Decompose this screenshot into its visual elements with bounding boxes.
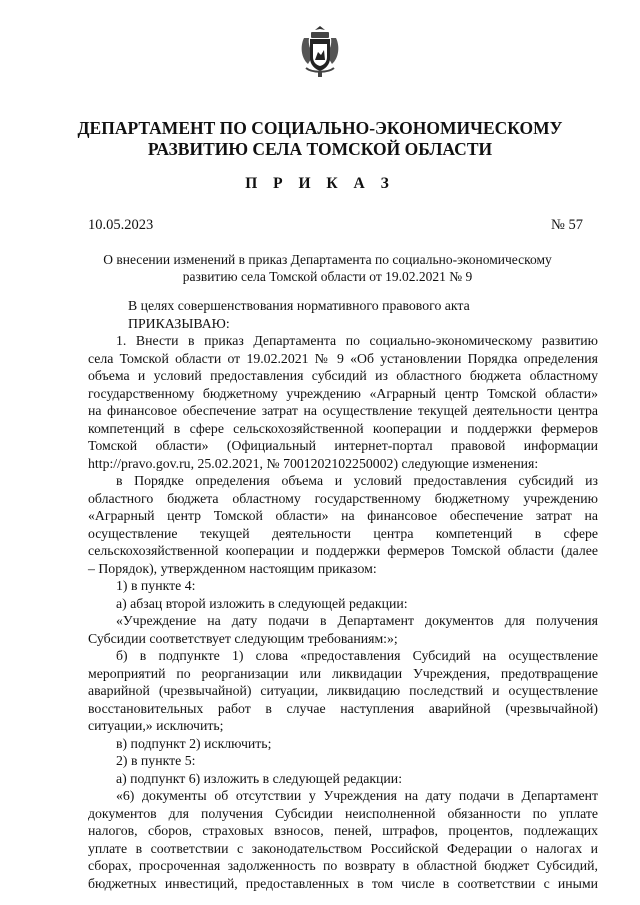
body-line: Субсидии соответствует следующим требованиям:»;: [88, 630, 398, 646]
body-line: http://pravo.gov.ru, 25.02.2021, № 7001202102250002) следующие изменения:: [88, 455, 539, 471]
organization-name: [60, 118, 580, 160]
body-line: а) подпункт 6) изложить в следующей редакции:: [116, 770, 403, 786]
preamble: В целях совершенствования нормативного правового акта: [128, 298, 470, 313]
body-line: – Порядок), утвержденном настоящим приказом:: [88, 560, 377, 576]
organization-name-line2: РАЗВИТИЮ СЕЛА ТОМСКОЙ ОБЛАСТИ: [147, 139, 493, 159]
body-line: сборах, просроченная задолженность по возврату в областной бюджет Субсидий,: [88, 858, 598, 873]
body-line: бюджетных инвестиций, предоставленных в том числе в соответствии с иными: [88, 875, 598, 891]
organization-name-line1: ДЕПАРТАМЕНТ ПО СОЦИАЛЬНО-ЭКОНОМИЧЕСКОМУ: [77, 118, 563, 138]
subject-line1: О внесении изменений в приказ Департамента по социально-экономическому: [103, 252, 552, 267]
document-number: № 57: [551, 217, 583, 233]
body-line: «Аграрный центр Томской области» на финансовое обеспечение затрат на: [88, 508, 598, 523]
body-line: аварийной (чрезвычайной) ситуации, ликвидацию последствий и осуществление: [88, 683, 598, 698]
document-body: [88, 297, 598, 892]
body-line: в Порядке определения объема и условий предоставления субсидий из: [116, 473, 598, 488]
body-line: Томской области» (Официальный интернет-портал правовой информации: [88, 438, 598, 453]
order-word: ПРИКАЗЫВАЮ:: [128, 315, 230, 331]
body-line: 2) в пункте 5:: [116, 753, 196, 768]
body-line: налогов, сборов, страховых взносов, пеней, штрафов, процентов, подлежащих: [88, 823, 598, 838]
subject-line2: развитию села Томской области от 19.02.2021 № 9: [182, 269, 473, 284]
body-line: документов для получения Субсидии неисполненной обязанности по уплате: [88, 805, 598, 821]
body-line: сельскохозяйственной кооперации и поддержки фермеров Томской области (далее: [88, 543, 598, 558]
body-line: областного бюджета областному государственному бюджетному учреждению: [88, 490, 598, 506]
body-line: б) в подпункте 1) слова «предоставления Субсидий на осуществление: [116, 648, 598, 663]
body-line: в) подпункт 2) исключить;: [116, 735, 272, 751]
body-line: 1. Внести в приказ Департамента по социально-экономическому развитию: [116, 333, 598, 348]
body-line: государственному бюджетному учреждению «Аграрный центр Томской области»: [88, 385, 598, 401]
coat-of-arms-icon: [298, 24, 342, 78]
body-line: восстановительных работ в случае наступления аварийной (чрезвычайной): [88, 700, 598, 716]
document-subject: [95, 251, 560, 285]
body-line: «Учреждение на дату подачи в Департамент документов для получения: [116, 613, 598, 628]
body-line: мероприятий по реорганизации или ликвидации Учреждения, предотвращение: [88, 665, 598, 681]
body-line: осуществление текущей деятельности центра компетенций в сфере: [88, 525, 598, 541]
body-line: а) абзац второй изложить в следующей редакции:: [116, 595, 408, 611]
body-line: на финансовое обеспечение затрат на осуществление текущей деятельности центра: [88, 403, 598, 418]
body-line: ситуации,» исключить;: [88, 718, 224, 733]
body-line: объема и условий предоставления субсидий из областного бюджета областному: [88, 368, 598, 383]
body-line: 1) в пункте 4:: [116, 578, 196, 593]
body-line: «6) документы об отсутствии у Учреждения на дату подачи в Департамент: [116, 788, 598, 803]
body-line: села Томской области от 19.02.2021 № 9 «Об установлении Порядка определения: [88, 350, 598, 366]
body-line: компетенций в сфере сельскохозяйственной кооперации и поддержки фермеров: [88, 420, 598, 436]
body-line: уплате в соответствии с законодательством Российской Федерации о налогах и: [88, 840, 598, 856]
document-date: 10.05.2023: [88, 217, 154, 233]
document-type: П Р И К А З: [245, 175, 395, 192]
